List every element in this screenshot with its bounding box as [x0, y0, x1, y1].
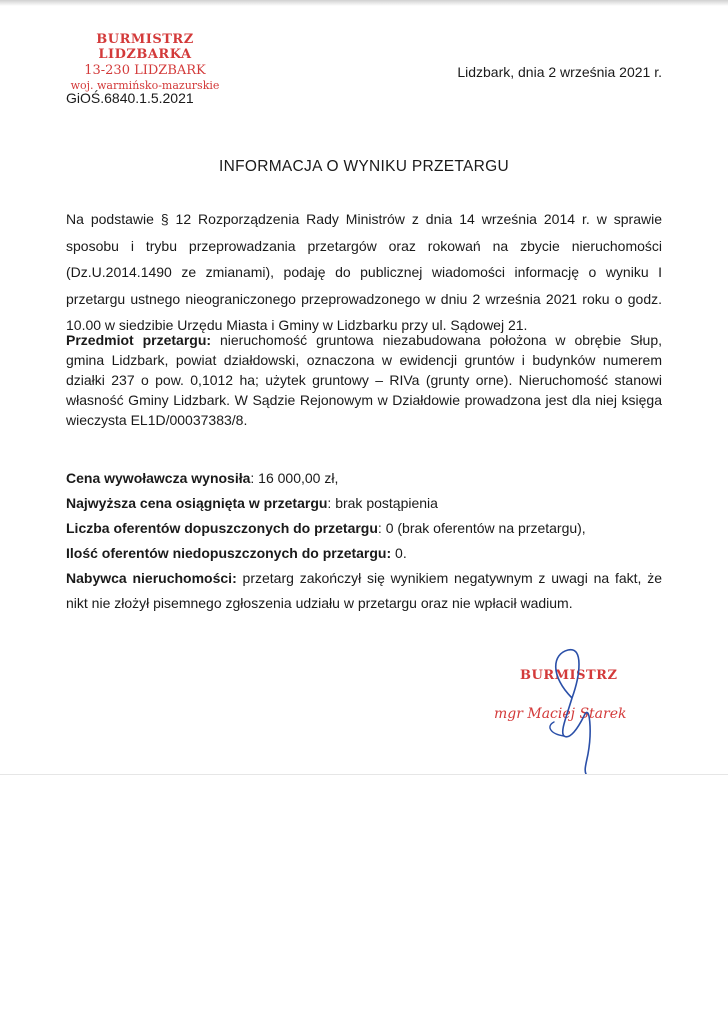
fact-rejected-bidders	[66, 541, 662, 566]
fact-highest-price	[66, 491, 662, 516]
fact-label: Nabywca nieruchomości:	[66, 570, 237, 586]
fact-value: : 0 (brak oferentów na przetargu),	[377, 520, 586, 536]
fact-value: : 16 000,00 zł,	[250, 470, 339, 486]
fact-value: 0.	[391, 545, 407, 561]
fact-label: Cena wywoławcza wynosiła	[66, 470, 251, 486]
fact-value: : brak postąpienia	[327, 495, 438, 511]
stamp-line-3: woj. warmińsko-mazurskie	[70, 79, 220, 92]
results-list	[66, 466, 662, 616]
subject-label: Przedmiot przetargu:	[66, 332, 212, 348]
document-title: INFORMACJA O WYNIKU PRZETARGU	[218, 158, 509, 175]
fact-starting-price	[66, 466, 662, 491]
subject-text: nieruchomość gruntowa niezabudowana położona w obrębie Słup, gmina Lidzbark, powiat działdowski, oznaczona w ewidencji gruntów i budynków numerem działki 237 o pow. 0,1012 ha; użytek gruntowy – RIVa (grunty orne). Nieruchomość stanowi własność Gminy Lidzbark. W Sądzie Rejonowym w Działdowie prowadzona jest dla niej księga wieczysta EL1D/00037383/8.	[66, 332, 662, 428]
office-stamp	[50, 32, 240, 92]
signature-stamp-name: mgr Maciej Starek	[494, 706, 627, 722]
stamp-line-2: 13-230 LIDZBARK	[84, 63, 206, 78]
stamp-line-1: BURMISTRZ LIDZBARKA	[96, 32, 194, 62]
intro-text: Na podstawie § 12 Rozporządzenia Rady Ministrów z dnia 14 września 2014 r. w sprawie sposobu i trybu przeprowadzania przetargów oraz rokowań na zbycie nieruchomości (Dz.U.2014.1490 ze zmianami), podaję do publicznej wiadomości informację o wyniku I przetargu ustnego nieograniczonego przeprowadzonego w dniu 2 września 2021 roku o godz. 10.00 w siedzibie Urzędu Miasta i Gminy w Lidzbarku przy ul. Sądowej 21.	[66, 211, 662, 333]
fact-admitted-bidders	[66, 516, 662, 541]
fact-label: Liczba oferentów dopuszczonych do przetargu	[66, 520, 378, 536]
subject-paragraph	[66, 330, 662, 430]
handwritten-signature	[480, 636, 680, 776]
scan-fold-line	[0, 774, 728, 775]
fact-buyer	[66, 566, 662, 616]
fact-label: Ilość oferentów niedopuszczonych do przetargu:	[66, 545, 392, 561]
scan-edge	[0, 0, 728, 6]
signature-block	[480, 636, 680, 776]
intro-paragraph	[66, 206, 662, 339]
place-and-date: Lidzbark, dnia 2 września 2021 r.	[457, 64, 662, 80]
fact-value: przetarg zakończył się wynikiem negatywnym z uwagi na fakt, że nikt nie złożył pisemnego zgłoszenia udziału w przetargu oraz nie wpłacił wadium.	[66, 570, 663, 611]
signature-stamp-title: BURMISTRZ	[520, 668, 618, 683]
fact-label: Najwyższa cena osiągnięta w przetargu	[66, 495, 328, 511]
reference-number: GiOŚ.6840.1.5.2021	[66, 90, 194, 106]
